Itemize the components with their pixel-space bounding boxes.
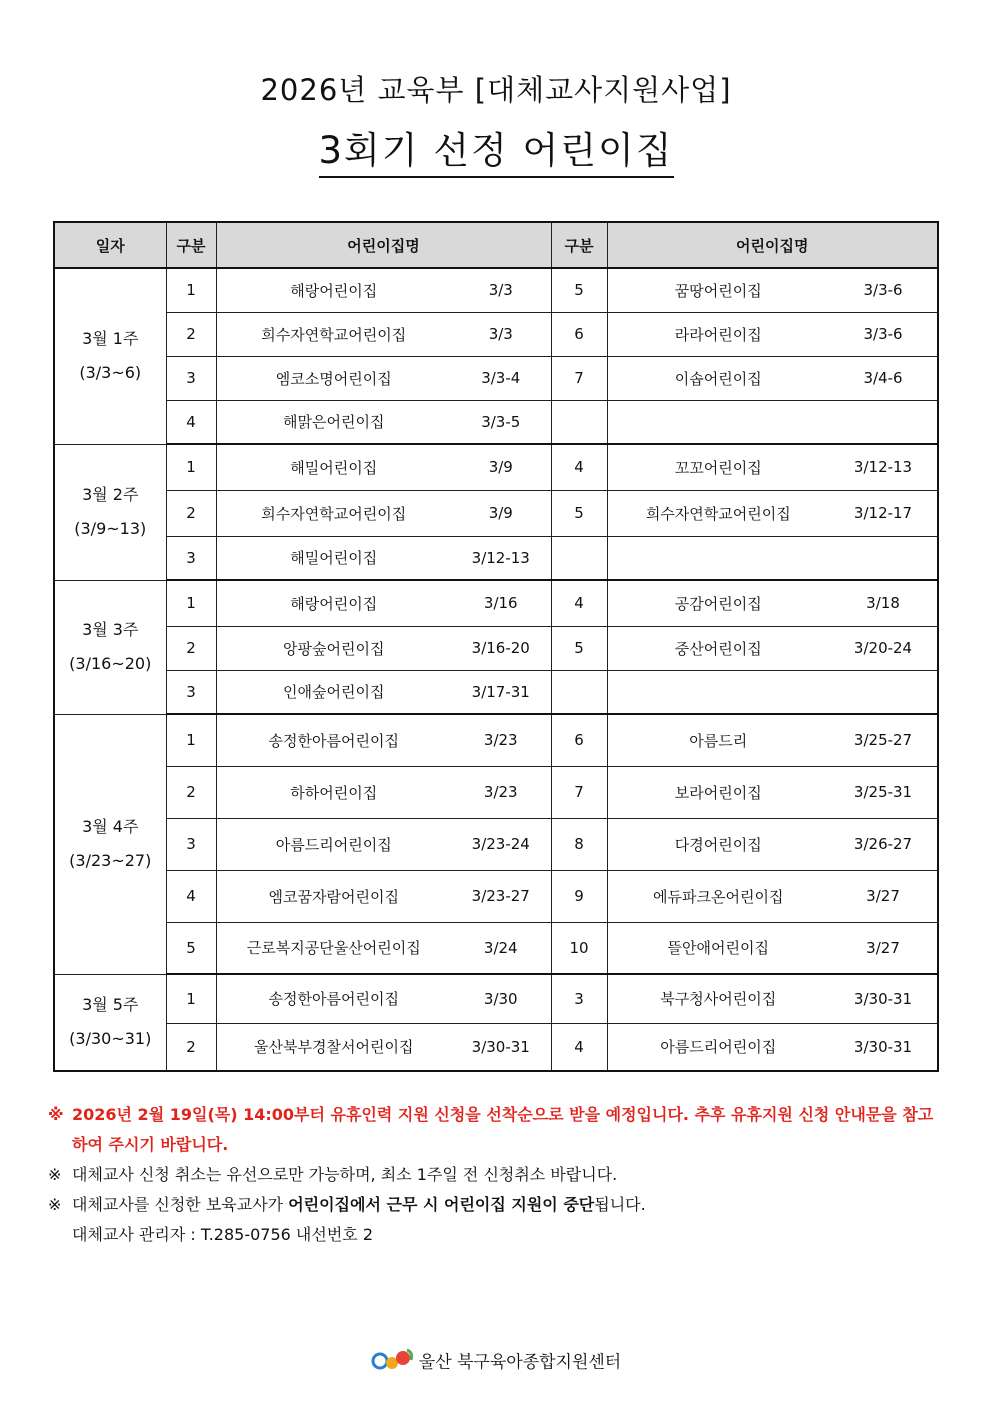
row-number-left: 2 <box>166 312 216 356</box>
header-name-right: 어린이집명 <box>607 222 938 268</box>
center-name-left: 해랑어린이집 <box>216 268 451 312</box>
date-left: 3/3 <box>451 312 551 356</box>
date-right: 3/26-27 <box>829 818 938 870</box>
date-left: 3/3-4 <box>451 356 551 400</box>
row-number-right: 9 <box>551 870 607 922</box>
date-right <box>829 536 938 580</box>
table-row <box>54 870 938 922</box>
date-left: 3/17-31 <box>451 670 551 714</box>
center-name-right: 라라어린이집 <box>607 312 829 356</box>
date-left: 3/23 <box>451 714 551 766</box>
row-number-left: 2 <box>166 626 216 670</box>
row-number-right: 4 <box>551 1023 607 1071</box>
row-number-right: 6 <box>551 714 607 766</box>
week-label: 3월 3주 <box>82 620 139 639</box>
week-range: (3/30~31) <box>69 1029 152 1049</box>
table-row <box>54 312 938 356</box>
row-number-left: 1 <box>166 714 216 766</box>
center-name-right: 꼬꼬어린이집 <box>607 444 829 490</box>
table-row <box>54 580 938 626</box>
date-left: 3/3-5 <box>451 400 551 444</box>
row-number-right: 5 <box>551 490 607 536</box>
date-left: 3/12-13 <box>451 536 551 580</box>
center-name-right: 아름드리 <box>607 714 829 766</box>
row-number-right: 6 <box>551 312 607 356</box>
date-right: 3/30-31 <box>829 1023 938 1071</box>
table-header-row <box>54 222 938 268</box>
table-row <box>54 714 938 766</box>
center-name-left: 엠코꿈자람어린이집 <box>216 870 451 922</box>
center-name-right: 에듀파크온어린이집 <box>607 870 829 922</box>
date-right: 3/25-31 <box>829 766 938 818</box>
footer <box>0 1346 992 1374</box>
center-name-right: 중산어린이집 <box>607 626 829 670</box>
center-name-left: 엠코소명어린이집 <box>216 356 451 400</box>
header-number-right: 구분 <box>551 222 607 268</box>
week-cell <box>54 714 166 974</box>
date-left: 3/24 <box>451 922 551 974</box>
header-name-left: 어린이집명 <box>216 222 551 268</box>
row-number-right: 8 <box>551 818 607 870</box>
week-label: 3월 4주 <box>82 817 139 836</box>
row-number-left: 3 <box>166 356 216 400</box>
center-name-left: 해밀어린이집 <box>216 444 451 490</box>
center-name: 울산 북구육아종합지원센터 <box>418 1352 622 1373</box>
row-number-right <box>551 670 607 714</box>
row-number-right: 7 <box>551 356 607 400</box>
row-number-right: 10 <box>551 922 607 974</box>
document-subtitle <box>0 128 992 178</box>
header-date: 일자 <box>54 222 166 268</box>
date-left: 3/30 <box>451 974 551 1023</box>
week-range: (3/23~27) <box>69 851 152 870</box>
table-row <box>54 1023 938 1071</box>
center-name-right: 아름드리어린이집 <box>607 1023 829 1071</box>
date-left: 3/23 <box>451 766 551 818</box>
row-number-right: 4 <box>551 444 607 490</box>
center-name-right: 북구청사어린이집 <box>607 974 829 1023</box>
date-right: 3/12-13 <box>829 444 938 490</box>
row-number-left: 3 <box>166 670 216 714</box>
notice-red-text: 2026년 2월 19일(목) 14:00부터 유휴인력 지원 신청을 선착순으로 받을 예정입니다. 추후 유휴지원 신청 안내문을 참고하여 주시기 바랍니다. <box>72 1105 934 1154</box>
date-right: 3/25-27 <box>829 714 938 766</box>
center-name-right: 희수자연학교어린이집 <box>607 490 829 536</box>
center-name-right: 공감어린이집 <box>607 580 829 626</box>
row-number-left: 1 <box>166 974 216 1023</box>
week-cell <box>54 974 166 1071</box>
row-number-left: 1 <box>166 444 216 490</box>
row-number-right: 7 <box>551 766 607 818</box>
date-left: 3/16-20 <box>451 626 551 670</box>
date-left: 3/9 <box>451 490 551 536</box>
table-row <box>54 974 938 1023</box>
week-cell <box>54 580 166 714</box>
date-right: 3/18 <box>829 580 938 626</box>
row-number-right: 5 <box>551 626 607 670</box>
center-name-left: 앙팡숲어린이집 <box>216 626 451 670</box>
document-title: 2026년 교육부 [대체교사지원사업] <box>260 73 732 107</box>
notice-suspend-pre: 대체교사를 신청한 보육교사가 <box>72 1195 289 1214</box>
notice-suspend-post: 됩니다. <box>594 1195 646 1214</box>
note-mark-icon: ※ <box>48 1165 62 1184</box>
week-label: 3월 2주 <box>82 485 139 504</box>
notice-cancel <box>48 1160 948 1190</box>
center-name-left: 인애숲어린이집 <box>216 670 451 714</box>
notes-section <box>48 1100 948 1250</box>
center-name-left: 울산북부경찰서어린이집 <box>216 1023 451 1071</box>
row-number-left: 4 <box>166 870 216 922</box>
date-left: 3/3 <box>451 268 551 312</box>
center-name-left: 희수자연학교어린이집 <box>216 312 451 356</box>
schedule-table <box>53 221 939 1072</box>
week-range: (3/16~20) <box>69 654 152 673</box>
table-row <box>54 670 938 714</box>
center-name-left: 송정한아름어린이집 <box>216 714 451 766</box>
center-name-right: 꿈땅어린이집 <box>607 268 829 312</box>
date-left: 3/30-31 <box>451 1023 551 1071</box>
date-left: 3/23-24 <box>451 818 551 870</box>
table-row <box>54 268 938 312</box>
table-row <box>54 444 938 490</box>
table-row <box>54 490 938 536</box>
row-number-right <box>551 400 607 444</box>
week-range: (3/3~6) <box>79 363 142 383</box>
table-row <box>54 922 938 974</box>
row-number-right: 4 <box>551 580 607 626</box>
center-name-right: 보라어린이집 <box>607 766 829 818</box>
date-right <box>829 670 938 714</box>
row-number-left: 2 <box>166 766 216 818</box>
center-name-left: 해랑어린이집 <box>216 580 451 626</box>
notice-suspend-bold: 어린이집에서 근무 시 어린이집 지원이 중단 <box>288 1195 595 1214</box>
center-name-right <box>607 400 829 444</box>
center-name-right <box>607 670 829 714</box>
center-name-left: 해맑은어린이집 <box>216 400 451 444</box>
header-number-left: 구분 <box>166 222 216 268</box>
row-number-left: 1 <box>166 268 216 312</box>
row-number-left: 5 <box>166 922 216 974</box>
date-left: 3/23-27 <box>451 870 551 922</box>
center-name-left: 하하어린이집 <box>216 766 451 818</box>
week-cell <box>54 444 166 580</box>
week-cell <box>54 268 166 444</box>
center-name-left: 아름드리어린이집 <box>216 818 451 870</box>
table-row <box>54 356 938 400</box>
table-row <box>54 536 938 580</box>
row-number-right: 3 <box>551 974 607 1023</box>
row-number-right: 5 <box>551 268 607 312</box>
date-right: 3/20-24 <box>829 626 938 670</box>
center-name-left: 해밀어린이집 <box>216 536 451 580</box>
manager-contact: 대체교사 관리자 : T.285-0756 내선번호 2 <box>72 1225 374 1244</box>
table-row <box>54 818 938 870</box>
date-right <box>829 400 938 444</box>
notice-red <box>48 1100 948 1160</box>
row-number-left: 3 <box>166 536 216 580</box>
row-number-left: 2 <box>166 490 216 536</box>
row-number-right <box>551 536 607 580</box>
row-number-left: 2 <box>166 1023 216 1071</box>
date-right: 3/30-31 <box>829 974 938 1023</box>
schedule-body <box>54 268 938 1071</box>
week-label: 3월 1주 <box>82 329 139 349</box>
notice-cancel-text: 대체교사 신청 취소는 유선으로만 가능하며, 최소 1주일 전 신청취소 바랍니다. <box>72 1165 618 1184</box>
center-name-right <box>607 536 829 580</box>
date-right: 3/4-6 <box>829 356 938 400</box>
date-left: 3/9 <box>451 444 551 490</box>
row-number-left: 4 <box>166 400 216 444</box>
date-right: 3/3-6 <box>829 312 938 356</box>
center-name-left: 송정한아름어린이집 <box>216 974 451 1023</box>
date-left: 3/16 <box>451 580 551 626</box>
table-row <box>54 400 938 444</box>
row-number-left: 1 <box>166 580 216 626</box>
center-name-right: 이솝어린이집 <box>607 356 829 400</box>
date-right: 3/27 <box>829 870 938 922</box>
week-range: (3/9~13) <box>74 519 147 538</box>
note-mark-icon: ※ <box>48 1105 64 1124</box>
center-logo-icon <box>371 1346 415 1374</box>
table-row <box>54 766 938 818</box>
subtitle-text: 3회기 선정 어린이집 <box>319 128 674 178</box>
row-number-left: 3 <box>166 818 216 870</box>
center-name-right: 다경어린이집 <box>607 818 829 870</box>
center-name-right: 뜰안애어린이집 <box>607 922 829 974</box>
note-mark-icon: ※ <box>48 1195 62 1214</box>
center-name-left: 근로복지공단울산어린이집 <box>216 922 451 974</box>
table-row <box>54 626 938 670</box>
date-right: 3/12-17 <box>829 490 938 536</box>
center-name-left: 희수자연학교어린이집 <box>216 490 451 536</box>
week-label: 3월 5주 <box>82 995 139 1015</box>
date-right: 3/27 <box>829 922 938 974</box>
date-right: 3/3-6 <box>829 268 938 312</box>
notice-suspend <box>48 1190 948 1220</box>
